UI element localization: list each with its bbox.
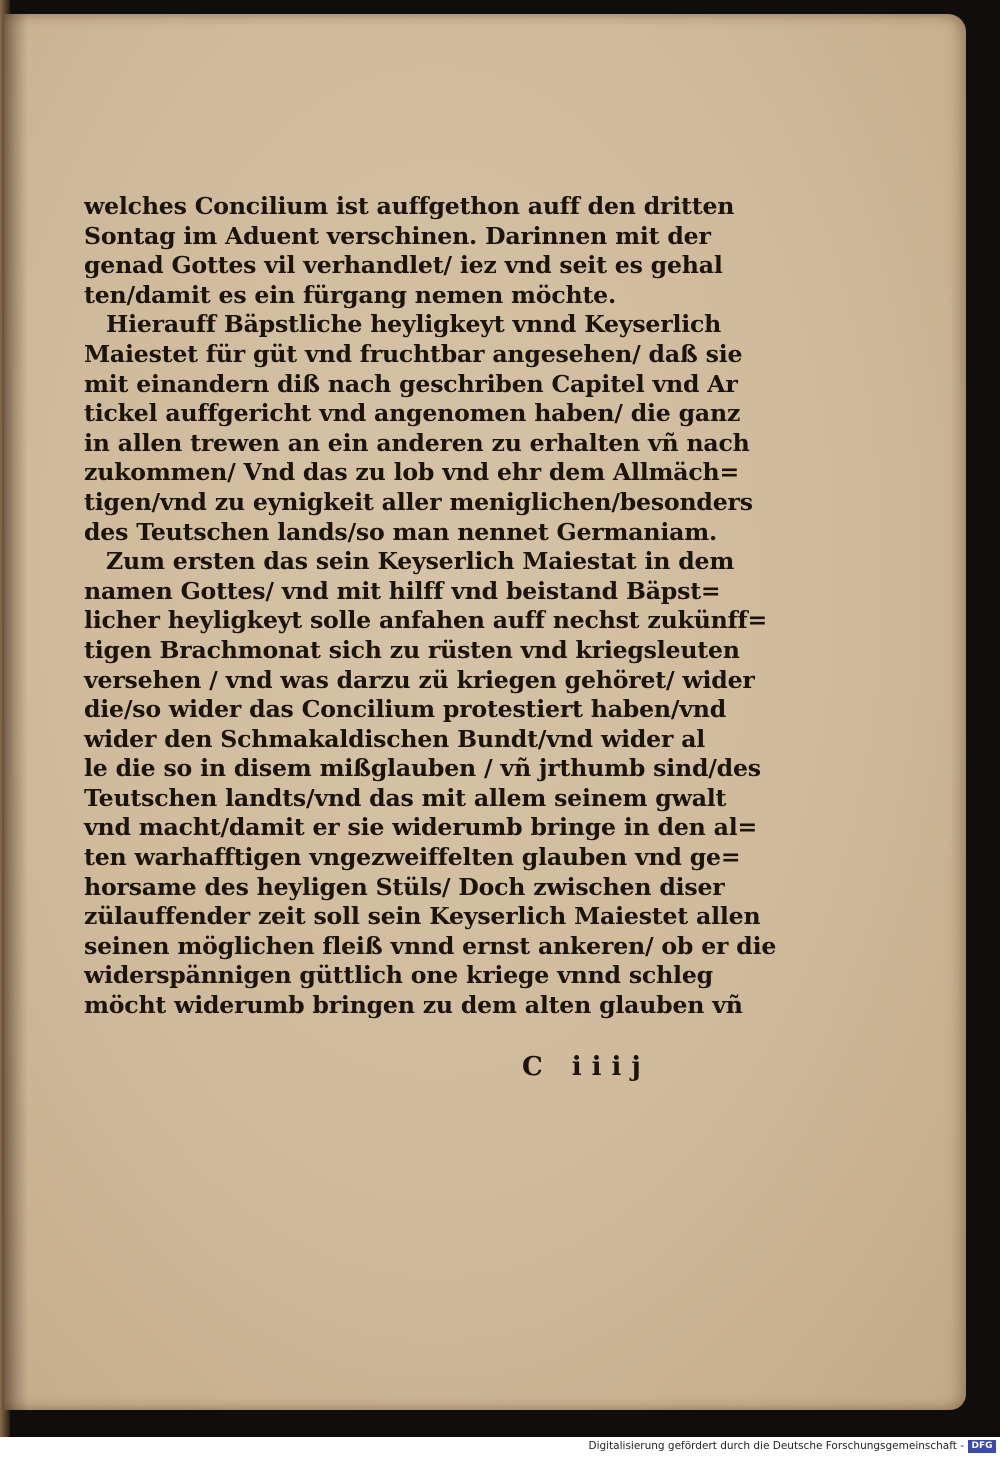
- footer-bar: [0, 1437, 1000, 1457]
- text-line: möcht widerumb bringen zu dem alten glauben vñ: [84, 991, 743, 1020]
- text-line: welches Concilium ist auffgethon auff den dritten: [84, 192, 735, 220]
- funding-credit: Digitalisierung gefördert durch die Deutsche Forschungsgemeinschaft -: [588, 1440, 964, 1452]
- signature-mark: C iiij: [522, 1052, 651, 1082]
- page-text: [84, 192, 777, 1021]
- text-line: zukommen/ Vnd das zu lob vnd ehr dem Allmäch=: [84, 458, 740, 487]
- text-line: Maiestet für güt vnd fruchtbar angesehen/ daß sie: [84, 339, 743, 368]
- text-line: in allen trewen an ein anderen zu erhalten vñ nach: [84, 428, 750, 457]
- text-line: widerspännigen güttlich one kriege vnnd schleg: [84, 961, 713, 990]
- dfg-logo-icon: DFG: [968, 1440, 996, 1453]
- text-line: mit einandern diß nach geschriben Capitel vnd Ar: [84, 369, 738, 398]
- text-line: Teutschen landts/vnd das mit allem seinem gwalt: [84, 783, 727, 812]
- text-line: horsame des heyligen Stüls/ Doch zwischen diser: [84, 872, 725, 901]
- gutter-shadow: [4, 14, 28, 1410]
- text-line: die/so wider das Concilium protestiert haben/vnd: [84, 695, 727, 724]
- text-line: versehen / vnd was darzu zü kriegen gehöret/ wider: [84, 665, 755, 694]
- text-line: namen Gottes/ vnd mit hilff vnd beistand Bäpst=: [84, 576, 721, 605]
- text-line: vnd macht/damit er sie widerumb bringe in den al=: [84, 813, 758, 842]
- text-line: seinen möglichen fleiß vnnd ernst ankeren/ ob er die: [84, 931, 777, 960]
- text-line: Zum ersten das sein Keyserlich Maiestat in dem: [106, 547, 735, 576]
- text-line: le die so in disem mißglauben / vñ jrthumb sind/des: [84, 754, 761, 783]
- text-line: ten warhafftigen vngezweiffelten glauben vnd ge=: [84, 843, 741, 872]
- text-line: tigen/vnd zu eynigkeit aller meniglichen/besonders: [84, 487, 753, 516]
- text-line: licher heyligkeyt solle anfahen auff nechst zukünff=: [84, 606, 768, 635]
- text-line: tigen Brachmonat sich zu rüsten vnd kriegsleuten: [84, 635, 740, 664]
- text-line: tickel auffgericht vnd angenomen haben/ die ganz: [84, 399, 741, 428]
- text-line: genad Gottes vil verhandlet/ iez vnd seit es gehal: [84, 251, 723, 280]
- text-line: Sontag im Aduent verschinen. Darinnen mit der: [84, 221, 711, 250]
- text-line: wider den Schmakaldischen Bundt/vnd wider al: [84, 724, 706, 753]
- text-line: zülauffender zeit soll sein Keyserlich Maiestet allen: [84, 902, 761, 931]
- text-line: Hierauff Bäpstliche heyligkeyt vnnd Keyserlich: [106, 310, 722, 339]
- text-line: des Teutschen lands/so man nennet Germaniam.: [84, 517, 717, 546]
- text-line: ten/damit es ein fürgang nemen möchte.: [84, 280, 616, 309]
